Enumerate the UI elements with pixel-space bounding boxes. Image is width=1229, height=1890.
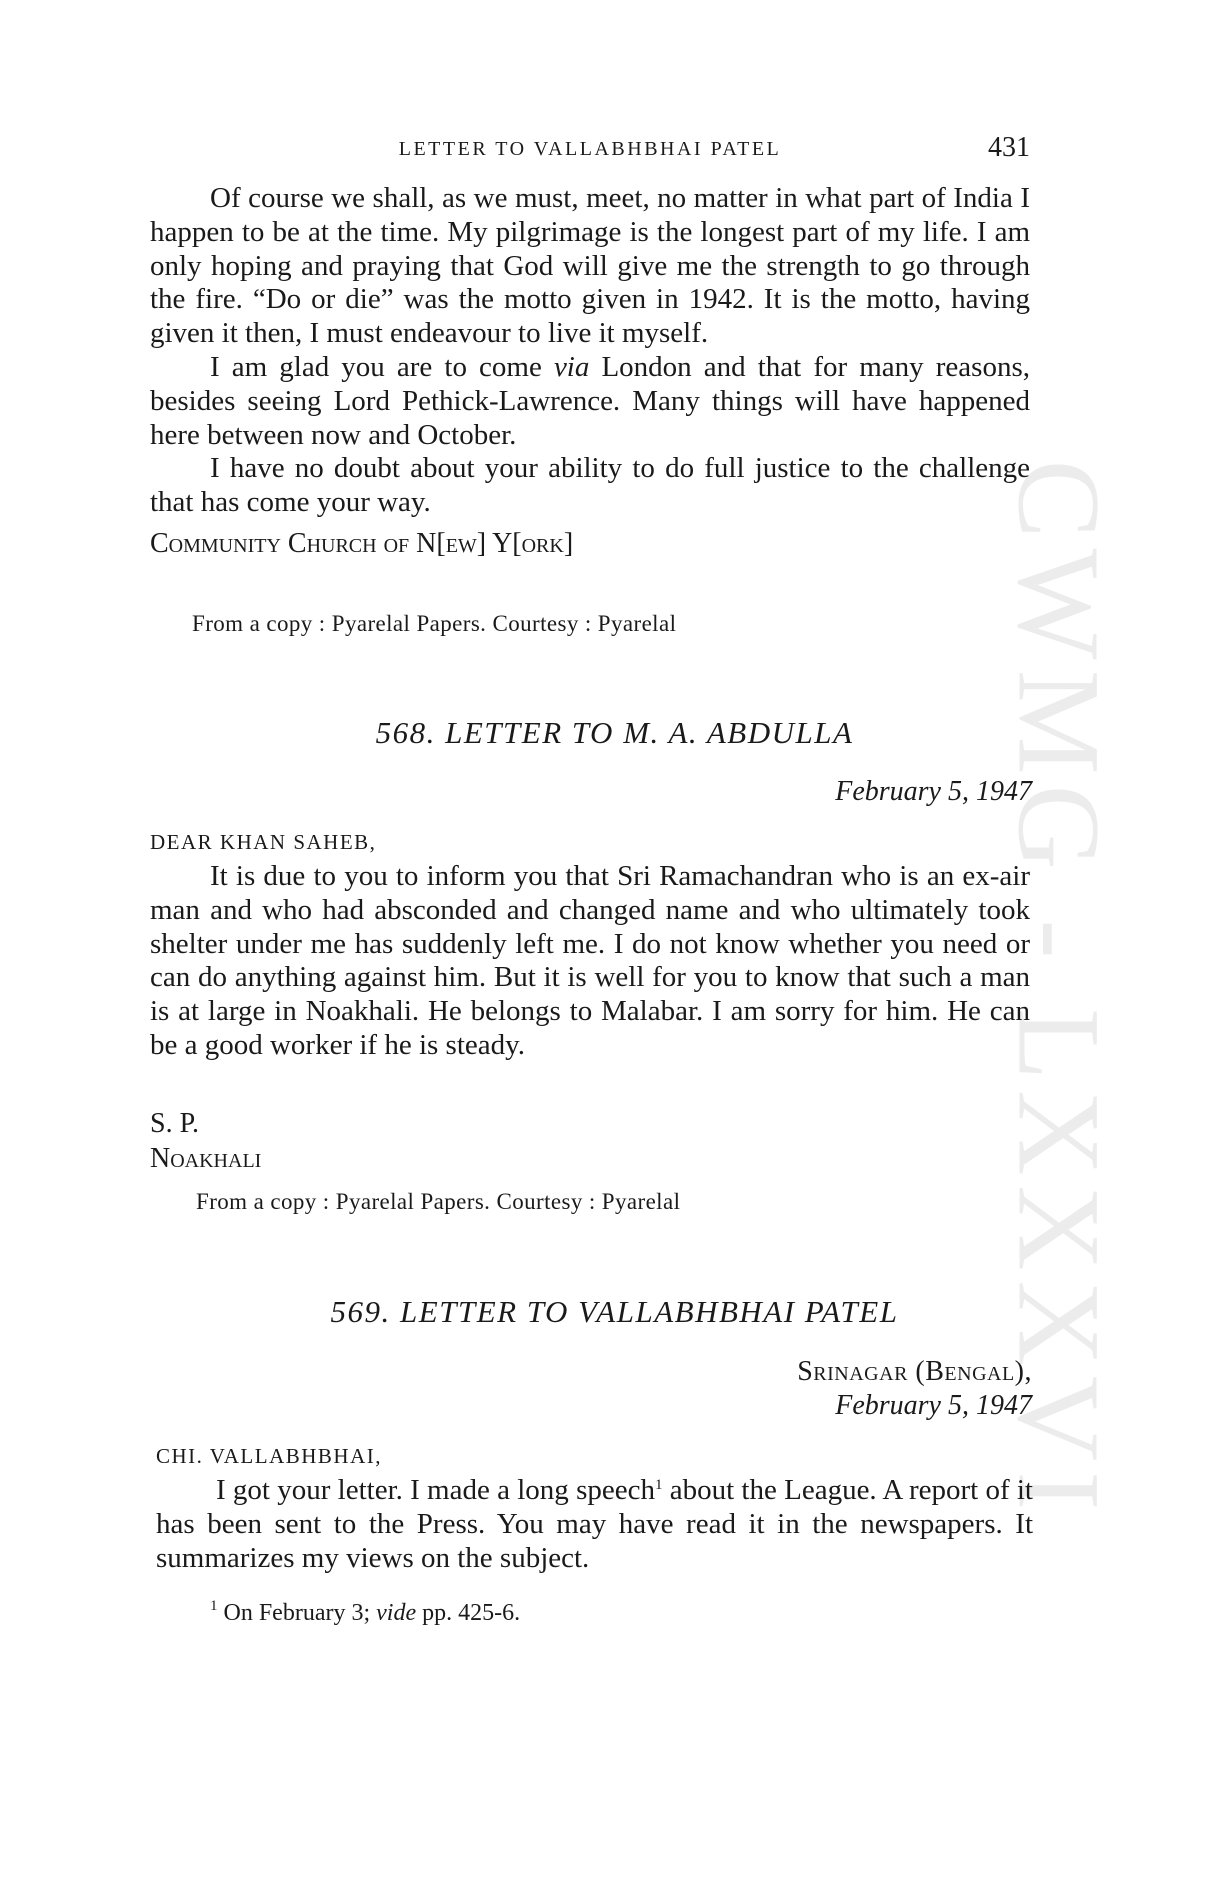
letter-heading: 569. LETTER TO VALLABHBHAI PATEL [330,1294,899,1329]
source-note: From a copy : Pyarelal Papers. Courtesy : Pyarelal [192,611,677,636]
letter-heading: 568. LETTER TO M. A. ABDULLA [375,715,854,750]
paragraph: I have no doubt about your ability to do full justice to the challenge that has come your way. [150,452,1030,519]
paragraph [150,351,1030,452]
footnote-number: 1 [210,1598,218,1614]
footnote [210,1600,520,1627]
salutation: CHI. VALLABHBHAI, [156,1444,382,1468]
letter-body [150,860,1030,1063]
salutation: DEAR KHAN SAHEB, [150,830,377,854]
italic-text: via [553,350,590,383]
previous-letter-body [150,182,1030,560]
paragraph-text: I got your letter. I made a long speech [216,1474,655,1506]
address-line: Community Church of N[ew] Y[ork] [150,527,574,559]
letter-date: February 5, 1947 [835,1390,1032,1421]
footnote-text: pp. 425-6. [416,1600,521,1626]
letter-body [156,1474,1033,1575]
running-head-title: LETTER TO VALLABHBHAI PATEL [398,138,782,160]
signature: S. P. [150,1108,200,1139]
running-head [150,132,1030,168]
paragraph [156,1474,1033,1575]
paragraph: Of course we shall, as we must, meet, no matter in what part of India I happen to be at the time. My pilgrimage is the longest part of my life. I am only hoping and praying that God will give me the strength to go through the fire. “Do or die” was the motto given in 1942. It is the motto, having given it then, I must endeavour to live it myself. [150,182,1030,350]
page-number: 431 [988,132,1030,163]
paragraph-text: I am glad you are to come [210,350,554,383]
footnote-reference: 1 [654,1477,663,1493]
italic-text: vide [376,1600,417,1626]
paragraph-text: London and that for many reasons, besides seeing Lord Pethick-Lawrence. Many things will have happened here between now and October. [150,350,1030,451]
letter-date: February 5, 1947 [835,776,1032,807]
paragraph: It is due to you to inform you that Sri Ramachandran who is an ex-air man and who had absconded and changed name and who ultimately took shelter under me has suddenly left me. I do not know whether you need or can do anything against him. But it is well for you to know that such a man is at large in Noakhali. He belongs to Malabar. I am sorry for him. He can be a good worker if he is steady. [150,860,1030,1061]
footnote-text: On February 3; [217,1600,377,1626]
place-line: Noakhali [150,1143,262,1174]
source-note: From a copy : Pyarelal Papers. Courtesy : Pyarelal [196,1189,681,1214]
place-line: Srinagar (Bengal), [797,1356,1032,1387]
watermark-text: CWMG - LXXXVI [993,459,1124,1521]
paragraph-text: about the League. A report of it has been sent to the Press. You may have read it in the newspapers. It summarizes my views on the subject. [156,1474,1033,1574]
